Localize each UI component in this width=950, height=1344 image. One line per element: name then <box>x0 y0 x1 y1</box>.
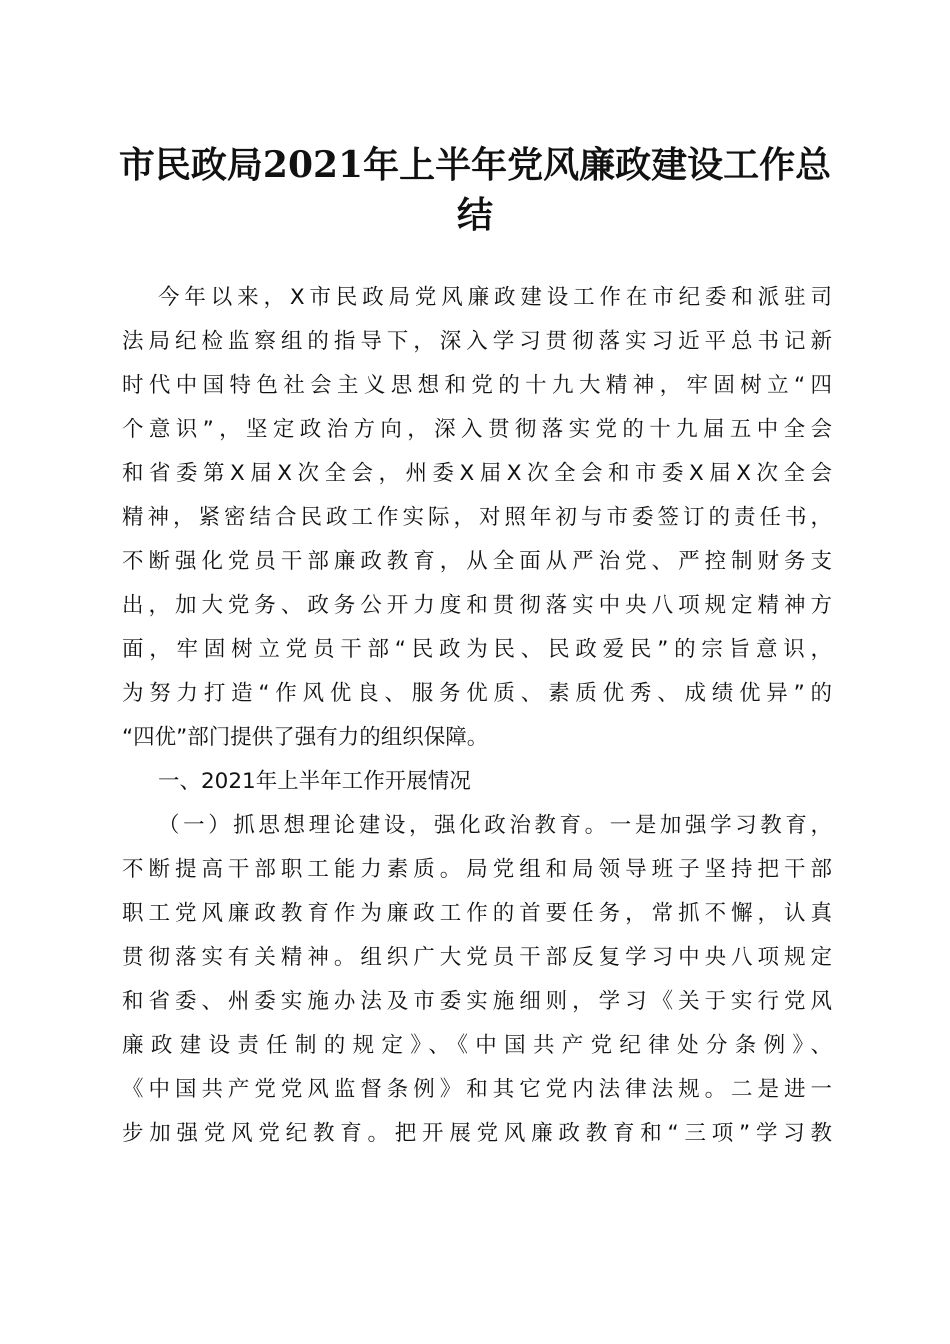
paragraph-line: “四优”部门提供了强有力的组织保障。 <box>122 725 489 750</box>
paragraph-line: 出，加大党务、政务公开力度和贯彻落实中央八项规定精神方 <box>122 593 832 618</box>
section-heading: 一、2021年上半年工作开展情况 <box>158 769 471 794</box>
intro-paragraph <box>122 276 832 760</box>
paragraph-line: 不断提高干部职工能力素质。局党组和局领导班子坚持把干部 <box>122 857 832 882</box>
paragraph-line: 今年以来，X市民政局党风廉政建设工作在市纪委和派驻司 <box>158 285 832 310</box>
paragraph-line: 《中国共产党党风监督条例》和其它党内法律法规。二是进一 <box>122 1077 832 1102</box>
paragraph-line: 面，牢固树立党员干部“民政为民、民政爱民”的宗旨意识， <box>122 637 832 662</box>
paragraph-line: 职工党风廉政教育作为廉政工作的首要任务，常抓不懈，认真 <box>122 901 832 926</box>
paragraph-line: 廉政建设责任制的规定》、《中国共产党纪律处分条例》、 <box>122 1033 832 1058</box>
paragraph-line: （一）抓思想理论建设，强化政治教育。一是加强学习教育， <box>158 813 832 838</box>
paragraph-line: 个意识”，坚定政治方向，深入贯彻落实党的十九届五中全会 <box>122 417 832 442</box>
title-line-1: 市民政局2021年上半年党风廉政建设工作总 <box>118 144 832 186</box>
document-title <box>110 140 840 240</box>
paragraph-line: 为努力打造“作风优良、服务优质、素质优秀、成绩优异”的 <box>122 681 832 706</box>
document-body <box>122 276 832 1156</box>
paragraph-line: 和省委第X届X次全会，州委X届X次全会和市委X届X次全会 <box>122 461 832 486</box>
paragraph-line: 不断强化党员干部廉政教育，从全面从严治党、严控制财务支 <box>122 549 832 574</box>
paragraph-line: 贯彻落实有关精神。组织广大党员干部反复学习中央八项规定 <box>122 945 832 970</box>
paragraph-line: 精神，紧密结合民政工作实际，对照年初与市委签订的责任书， <box>122 505 832 530</box>
title-line-2: 结 <box>456 194 493 236</box>
paragraph-line: 时代中国特色社会主义思想和党的十九大精神，牢固树立“四 <box>122 373 832 398</box>
section-1-paragraph <box>122 804 832 1156</box>
paragraph-line: 法局纪检监察组的指导下，深入学习贯彻落实习近平总书记新 <box>122 329 832 354</box>
paragraph-line: 步加强党风党纪教育。把开展党风廉政教育和“三项”学习教 <box>122 1121 832 1146</box>
paragraph-line: 和省委、州委实施办法及市委实施细则，学习《关于实行党风 <box>122 989 832 1014</box>
